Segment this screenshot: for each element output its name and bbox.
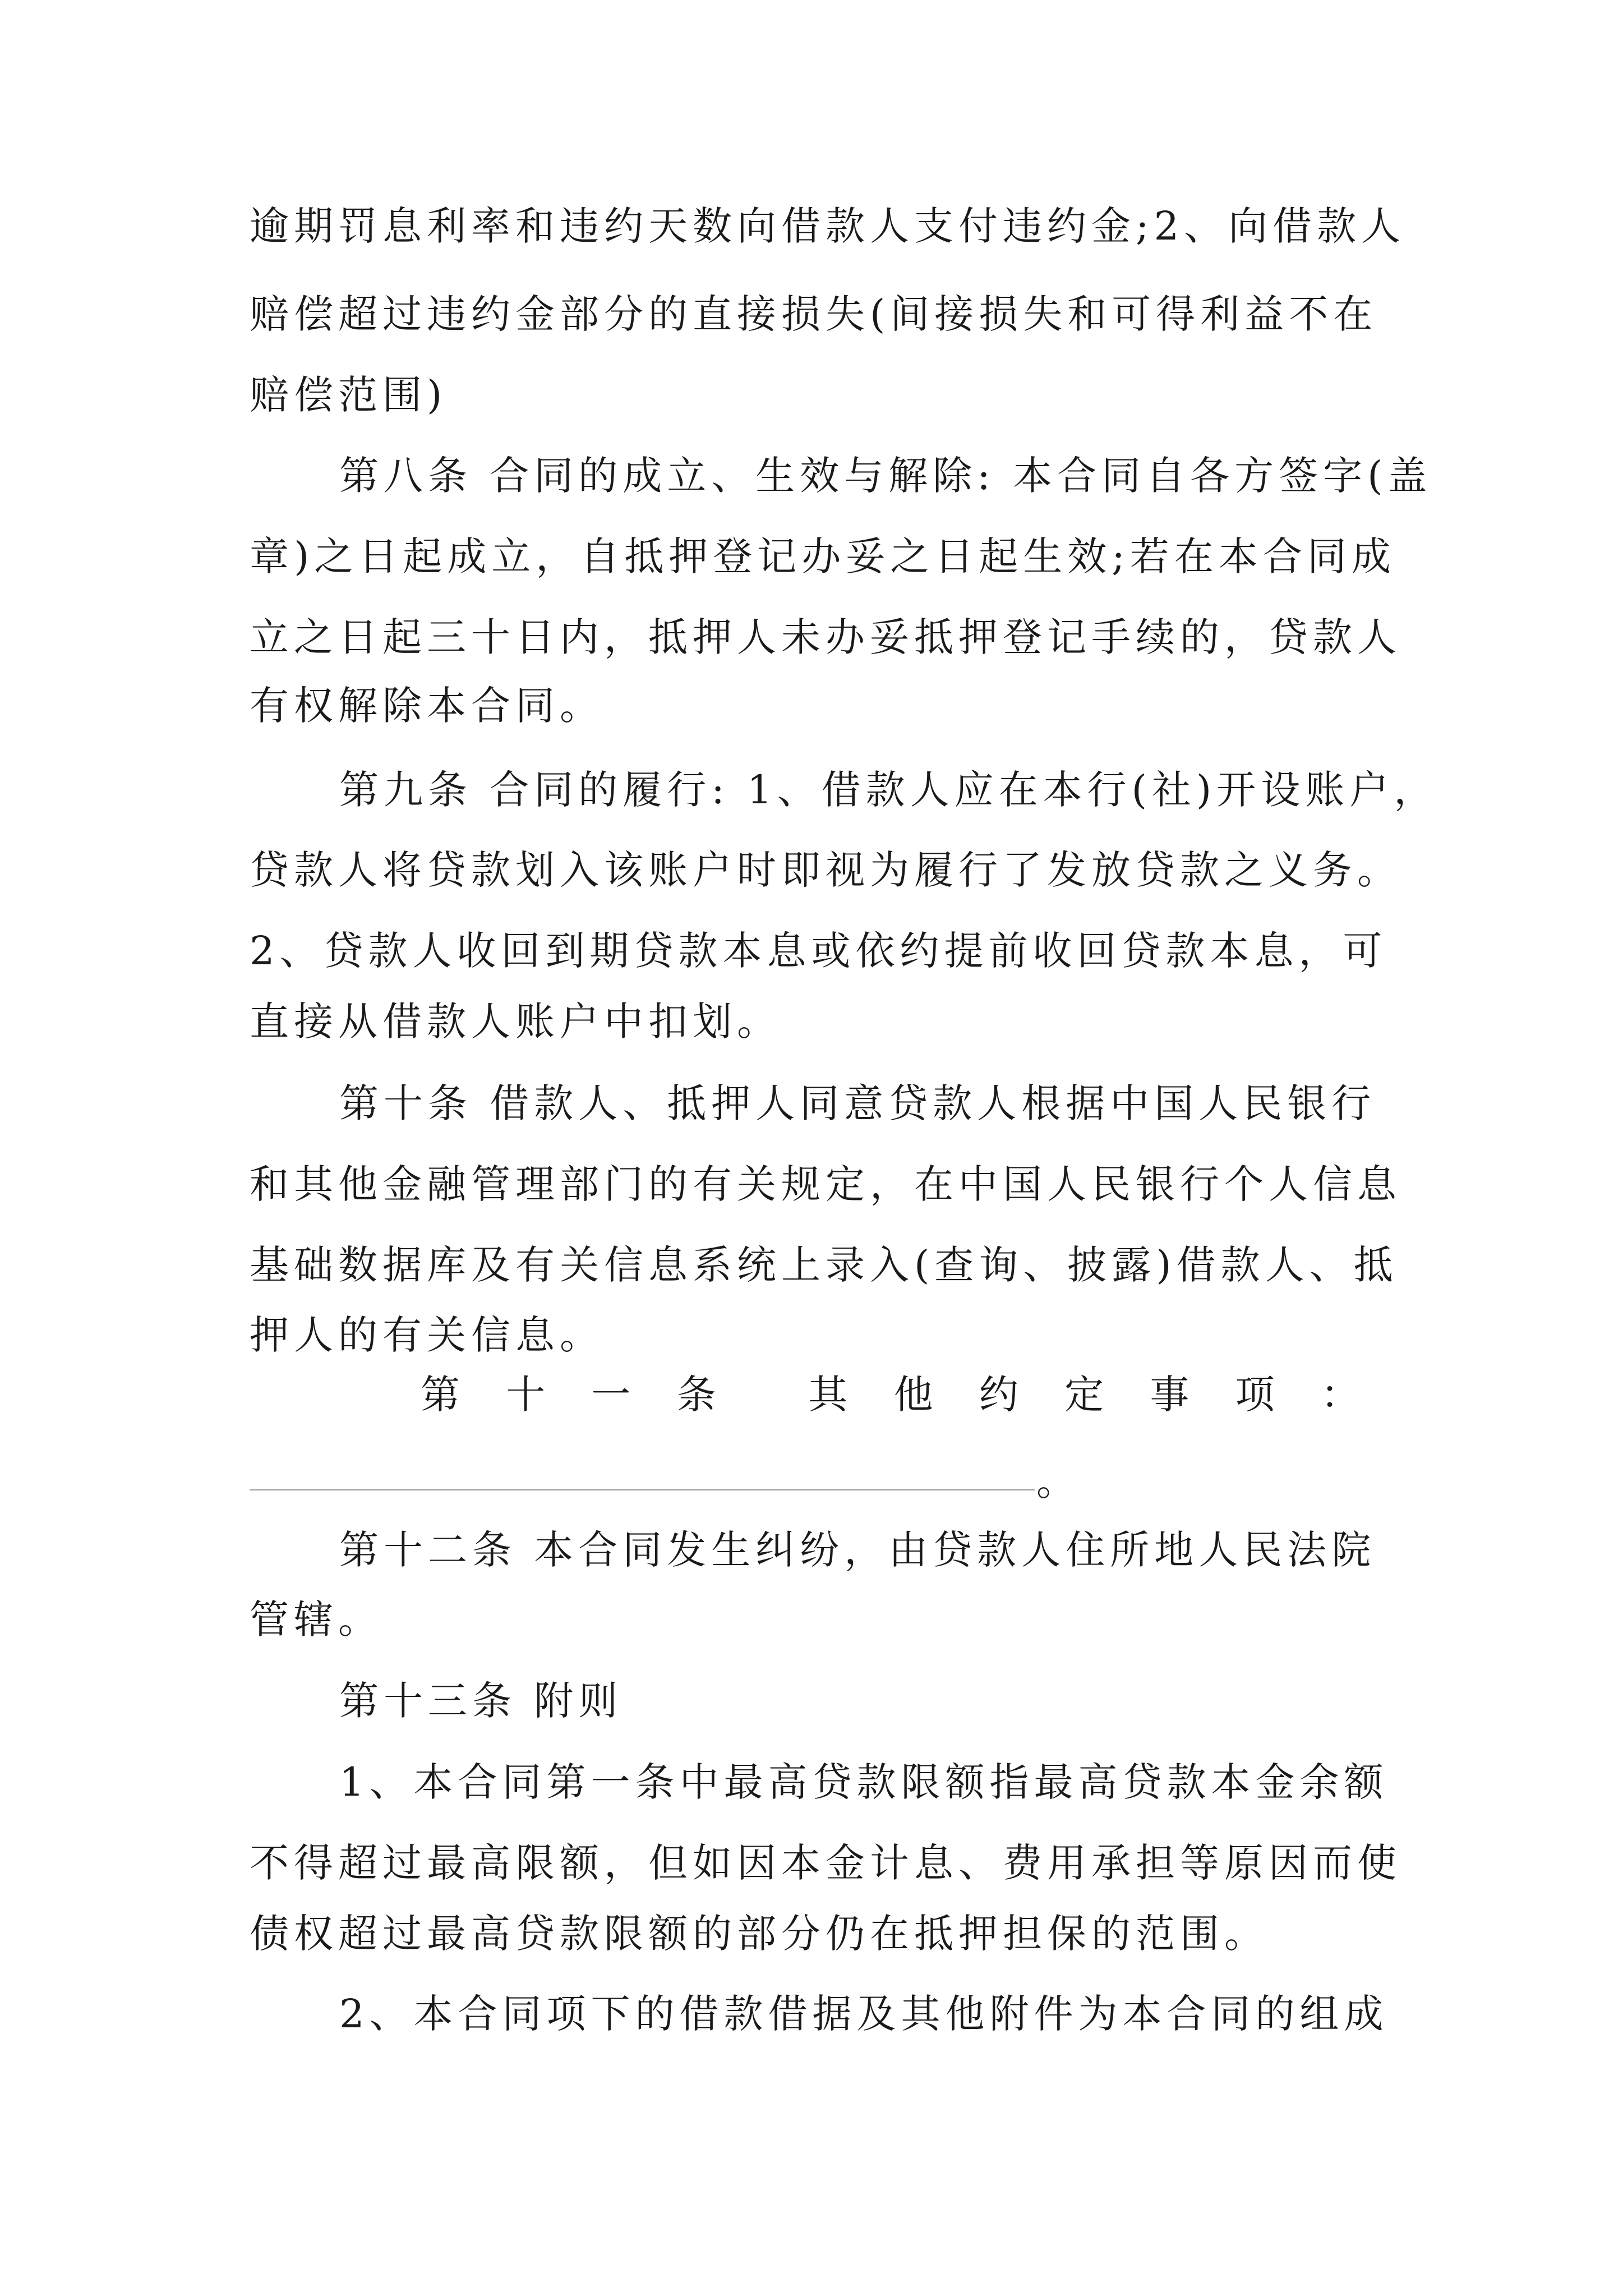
article-9-heading-line: 第九条 合同的履行: 1、借款人应在本行(社)开设账户， <box>339 767 1438 813</box>
text-line: 押人的有关信息。 <box>250 1312 604 1358</box>
article-11-char: 项 <box>1235 1372 1275 1418</box>
text-line: 债权超过最高贷款限额的部分仍在抵押担保的范围。 <box>250 1911 1269 1957</box>
text-line: 立之日起三十日内，抵押人未办妥抵押登记手续的，贷款人 <box>250 614 1401 660</box>
article-11-char: 约 <box>979 1372 1018 1418</box>
article-11-char: 条 <box>676 1372 716 1418</box>
text-line: 管辖。 <box>250 1596 382 1642</box>
article-12-heading-line: 第十二条 本合同发生纠纷，由贷款人住所地人民法院 <box>339 1527 1376 1573</box>
text-line: 章)之日起成立，自抵押登记办妥之日起生效;若在本合同成 <box>250 533 1396 579</box>
text-line: 和其他金融管理部门的有关规定，在中国人民银行个人信息 <box>250 1161 1401 1207</box>
text-line: 2、贷款人收回到期贷款本息或依约提前收回贷款本息，可 <box>250 928 1387 974</box>
clause-1-line: 1、本合同第一条中最高贷款限额指最高贷款本金余额 <box>339 1759 1389 1805</box>
article-11-char: 定 <box>1064 1372 1104 1418</box>
article-11-char: 事 <box>1150 1372 1189 1418</box>
article-11-char: 其 <box>808 1372 848 1418</box>
article-8-heading-line: 第八条 合同的成立、生效与解除: 本合同自各方签字(盖 <box>339 453 1432 499</box>
text-line: 直接从借款人账户中扣划。 <box>250 999 781 1045</box>
text-line: 基础数据库及有关信息系统上录入(查询、披露)借款人、抵 <box>250 1242 1398 1288</box>
text-line: 赔偿范围) <box>250 372 448 418</box>
article-11-char: 他 <box>893 1372 933 1418</box>
article-11-char: ： <box>1320 1372 1360 1418</box>
text-line: 不得超过最高限额，但如因本金计息、费用承担等原因而使 <box>250 1840 1401 1886</box>
text-line: 逾期罚息利率和违约天数向借款人支付违约金;2、向借款人 <box>250 203 1406 249</box>
text-line: 赔偿超过违约金部分的直接损失(间接损失和可得利益不在 <box>250 291 1378 337</box>
blank-terminator: 。 <box>1036 1458 1076 1504</box>
article-10-heading-line: 第十条 借款人、抵押人同意贷款人根据中国人民银行 <box>339 1080 1376 1126</box>
text-line: 贷款人将贷款划入该账户时即视为履行了发放贷款之义务。 <box>250 847 1401 893</box>
text-line: 有权解除本合同。 <box>250 683 604 729</box>
clause-2-line: 2、本合同项下的借款借据及其他附件为本合同的组成 <box>339 1991 1389 2037</box>
fill-in-blank-line <box>250 1489 1035 1490</box>
article-11-char: 一 <box>591 1372 631 1418</box>
article-13-heading-line: 第十三条 附则 <box>339 1678 623 1724</box>
article-11-char: 第 <box>421 1372 460 1418</box>
article-11-heading-line <box>421 1370 1360 1419</box>
article-11-char: 十 <box>506 1372 546 1418</box>
